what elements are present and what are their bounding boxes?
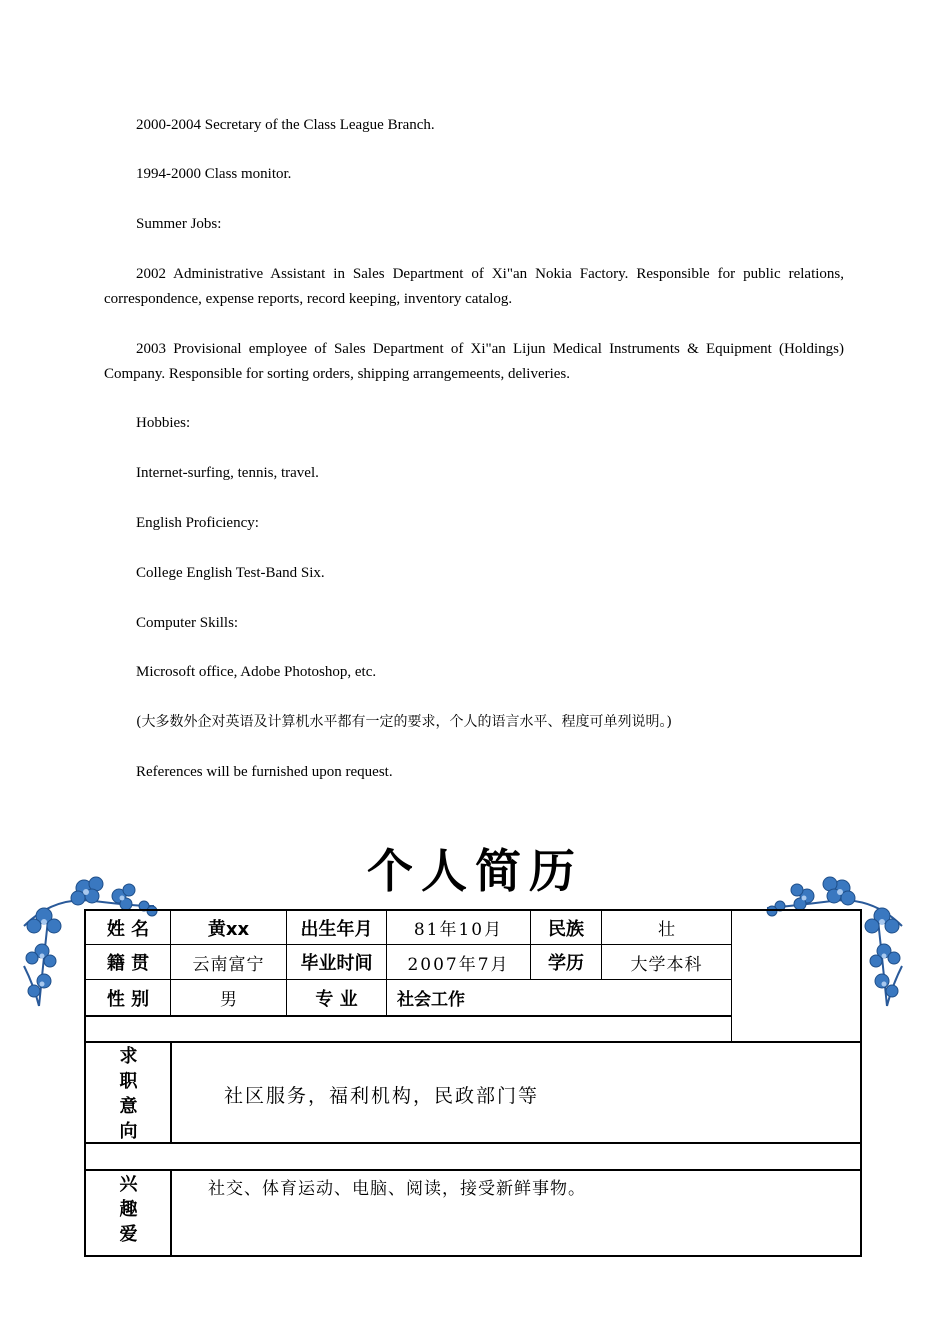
ethnic-label: 民族 <box>548 918 584 940</box>
edu-label: 学历 <box>548 953 584 974</box>
origin-value: 云南富宁 <box>192 954 265 975</box>
text-line: References will be furnished upon request. <box>136 764 393 780</box>
text-paragraph: 2002 Administrative Assistant in Sales Department of Xi"an Nokia Factory. Responsible for public relations, correspondence, expense reports, record keeping, inventory catalog. <box>104 266 844 307</box>
name-value: 黄xx <box>207 918 250 940</box>
text-line: 2000-2004 Secretary of the Class League Branch. <box>136 117 435 133</box>
text-line: Computer Skills: <box>136 615 239 631</box>
intent-label: 求 职 意 向 <box>119 1046 138 1142</box>
name-label: 姓 名 <box>106 918 150 940</box>
major-value: 社会工作 <box>397 990 465 1010</box>
hobby-label: 兴 趣 爱 <box>119 1174 138 1245</box>
major-label: 专 业 <box>315 988 358 1010</box>
intent-value: 社区服务，福利机构，民政部门等 <box>224 1085 540 1107</box>
gender-value: 男 <box>220 990 237 1010</box>
grad-label: 毕业时间 <box>300 953 373 974</box>
birth-label: 出生年月 <box>300 918 373 940</box>
edu-value: 大学本科 <box>630 954 703 975</box>
text-line: College English Test-Band Six. <box>136 565 325 581</box>
origin-label: 籍 贯 <box>106 953 150 974</box>
text-line: English Proficiency: <box>136 515 259 531</box>
ethnic-value: 壮 <box>658 920 675 940</box>
text-line: Microsoft office, Adobe Photoshop, etc. <box>136 664 377 680</box>
birth-value: 81年10月 <box>413 920 504 940</box>
text-line: Hobbies: <box>136 415 191 431</box>
resume-title: 个人简历 <box>367 844 583 898</box>
text-line: Summer Jobs: <box>136 216 222 232</box>
text-paragraph: 2003 Provisional employee of Sales Department of Xi"an Lijun Medical Instruments & Equipment (Holdings) Company. Responsible for sorting orders, shipping arrangemeents, deliveries. <box>104 341 844 382</box>
hobby-value: 社交、体育运动、电脑、阅读，接受新鲜事物。 <box>208 1179 586 1199</box>
text-note: (大多数外企对英语及计算机水平都有一定的要求，个人的语言水平、程度可单列说明。) <box>136 714 672 730</box>
text-line: 1994-2000 Class monitor. <box>136 166 292 182</box>
gender-label: 性 别 <box>106 988 150 1010</box>
grad-value: 2007年7月 <box>407 954 510 975</box>
right-flower-icon <box>762 866 912 1016</box>
text-line: Internet-surfing, tennis, travel. <box>136 465 319 481</box>
